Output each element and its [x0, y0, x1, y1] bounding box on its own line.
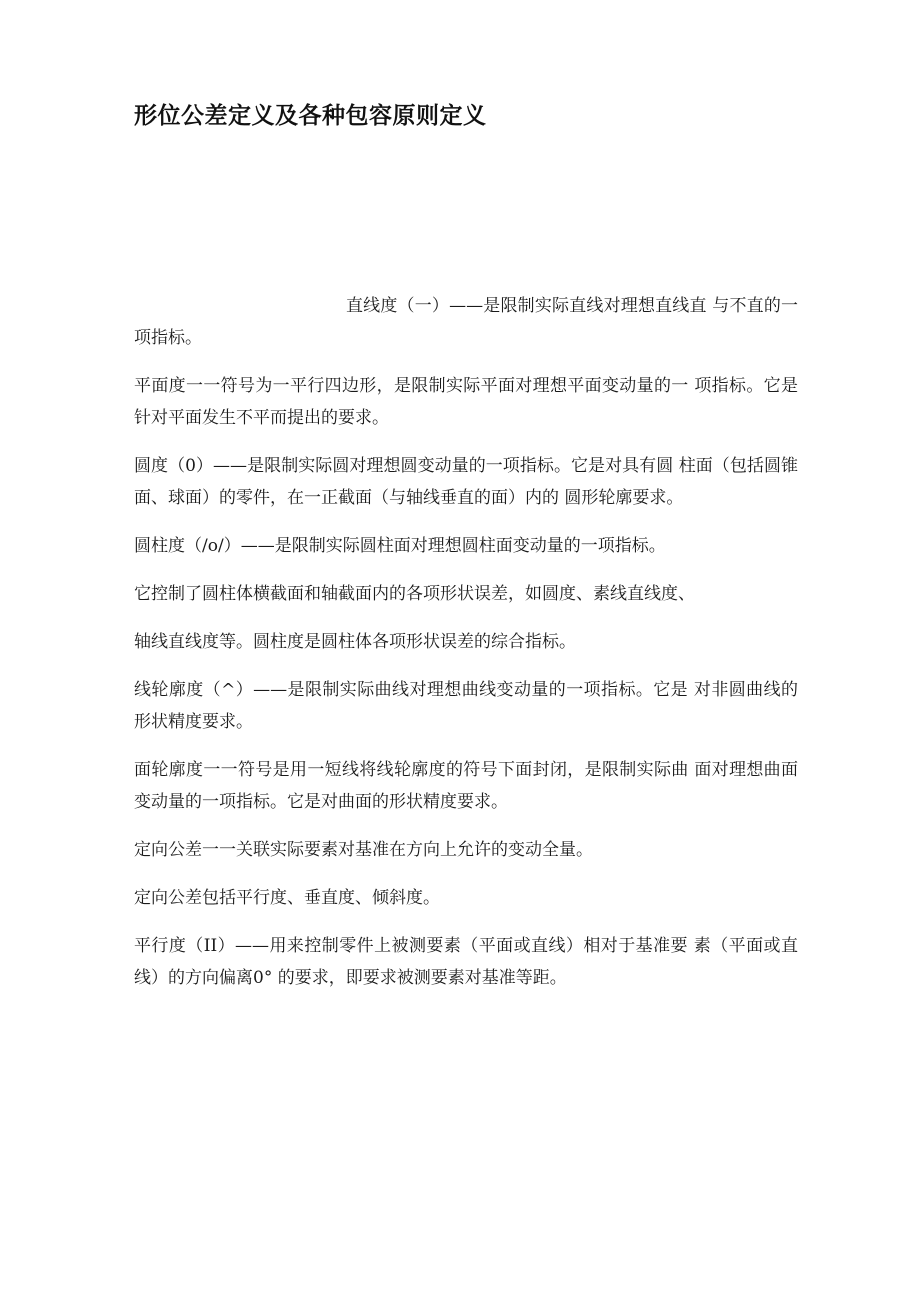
document-body — [134, 290, 798, 1010]
paragraph-orientation-types: 定向公差包括平行度、垂直度、倾斜度。 — [134, 888, 440, 908]
paragraph-cylindricity-summary: 轴线直线度等。圆柱度是圆柱体各项形状误差的综合指标。 — [134, 632, 576, 652]
document-title: 形位公差定义及各种包容原则定义 — [134, 103, 487, 129]
paragraph-cylindricity: 圆柱度（/o/）——是限制实际圆柱面对理想圆柱面变动量的一项指标。 — [134, 536, 666, 556]
paragraph-cylindricity-control: 它控制了圆柱体横截面和轴截面内的各项形状误差，如圆度、素线直线度、 — [134, 584, 695, 604]
paragraph-surface-profile: 面轮廓度一一符号是用一短线将线轮廓度的符号下面封闭，是限制实际曲 面对理想曲面变动量的一项指标。它是对曲面的形状精度要求。 — [134, 760, 798, 812]
paragraph-line-profile: 线轮廓度（^）——是限制实际曲线对理想曲线变动量的一项指标。它是 对非圆曲线的形状精度要求。 — [134, 680, 798, 732]
paragraph-roundness: 圆度（0）——是限制实际圆对理想圆变动量的一项指标。它是对具有圆 柱面（包括圆锥面、球面）的零件，在一正截面（与轴线垂直的面）内的 圆形轮廓要求。 — [134, 456, 798, 508]
paragraph-orientation-tolerance: 定向公差一一关联实际要素对基准在方向上允许的变动全量。 — [134, 840, 593, 860]
paragraph-straightness: 直线度（一）——是限制实际直线对理想直线直 与不直的一项指标。 — [134, 296, 798, 348]
paragraph-parallelism: 平行度（II）——用来控制零件上被测要素（平面或直线）相对于基准要 素（平面或直线）的方向偏离0° 的要求，即要求被测要素对基准等距。 — [134, 936, 798, 988]
paragraph-flatness: 平面度一一符号为一平行四边形，是限制实际平面对理想平面变动量的一 项指标。它是针对平面发生不平而提出的要求。 — [134, 376, 798, 428]
